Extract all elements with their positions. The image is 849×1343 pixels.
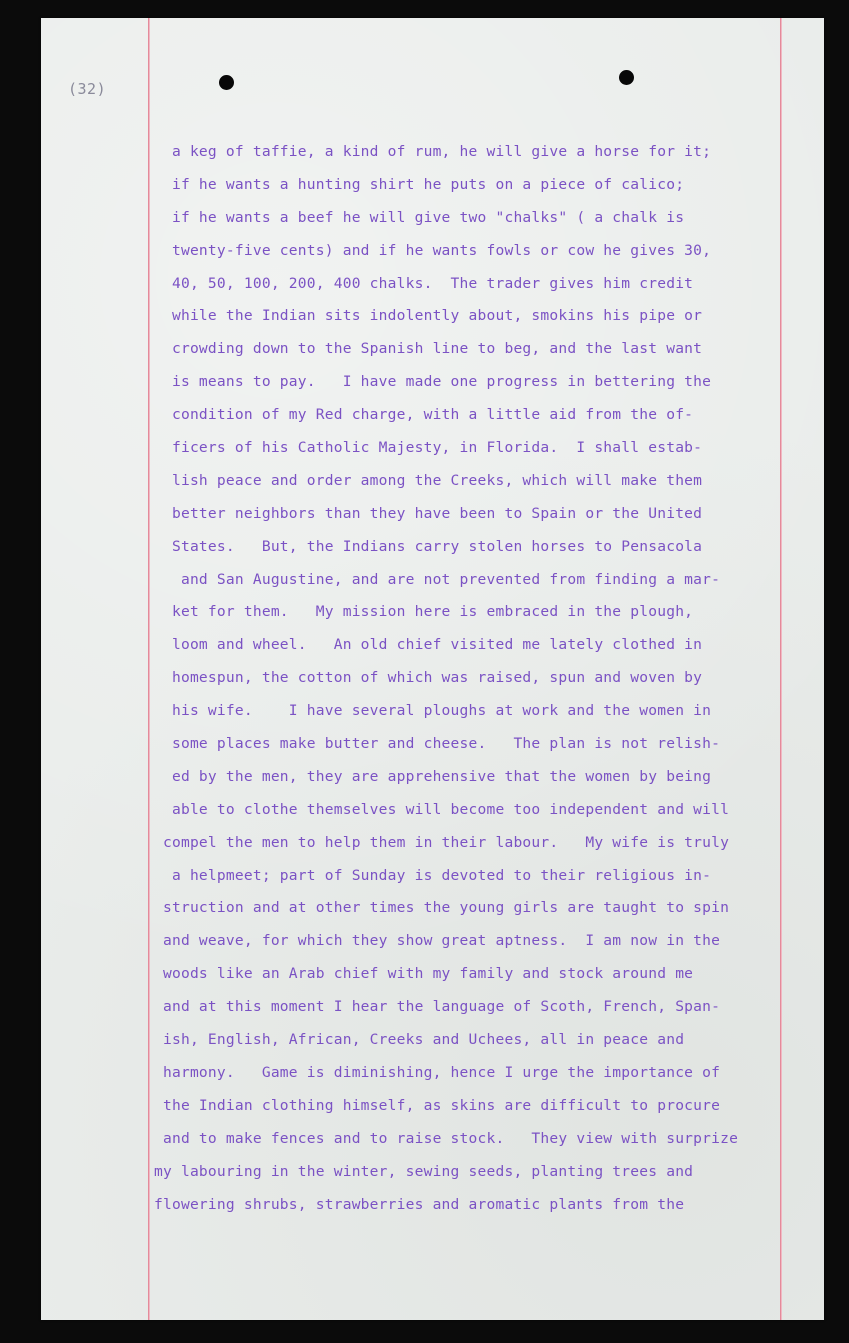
- text-line: lish peace and order among the Creeks, which will make them: [154, 471, 703, 489]
- text-line: the Indian clothing himself, as skins are difficult to procure: [154, 1096, 721, 1114]
- text-line: ficers of his Catholic Majesty, in Florida. I shall estab-: [154, 439, 703, 457]
- text-line: ish, English, African, Creeks and Uchees, all in peace and: [154, 1031, 685, 1049]
- page-number: (32): [68, 80, 107, 98]
- text-line: woods like an Arab chief with my family and stock around me: [154, 965, 694, 983]
- text-line: loom and wheel. An old chief visited me lately clothed in: [154, 636, 703, 654]
- text-line: flowering shrubs, strawberries and aromatic plants from the: [154, 1195, 685, 1213]
- text-line: and to make fences and to raise stock. They view with surprize: [154, 1129, 739, 1147]
- punch-hole-right: [619, 70, 634, 85]
- text-line: better neighbors than they have been to Spain or the United: [154, 504, 703, 522]
- text-line: if he wants a hunting shirt he puts on a piece of calico;: [154, 175, 685, 193]
- text-line: struction and at other times the young girls are taught to spin: [154, 899, 730, 917]
- text-line: States. But, the Indians carry stolen horses to Pensacola: [154, 537, 703, 555]
- text-line: while the Indian sits indolently about, smokins his pipe or: [154, 307, 703, 325]
- text-line: crowding down to the Spanish line to beg, and the last want: [154, 340, 703, 358]
- text-line: if he wants a beef he will give two "chalks" ( a chalk is: [154, 208, 685, 226]
- text-line: his wife. I have several ploughs at work and the women in: [154, 702, 712, 720]
- text-line: is means to pay. I have made one progress in bettering the: [154, 373, 712, 391]
- text-line: and San Augustine, and are not prevented from finding a mar-: [154, 570, 721, 588]
- text-line: 40, 50, 100, 200, 400 chalks. The trader gives him credit: [154, 274, 694, 292]
- text-line: a helpmeet; part of Sunday is devoted to their religious in-: [154, 866, 712, 884]
- text-line: some places make butter and cheese. The plan is not relish-: [154, 735, 721, 753]
- text-line: compel the men to help them in their labour. My wife is truly: [154, 833, 730, 851]
- text-line: able to clothe themselves will become too independent and will: [154, 800, 730, 818]
- text-line: ed by the men, they are apprehensive that the women by being: [154, 767, 712, 785]
- text-line: twenty-five cents) and if he wants fowls or cow he gives 30,: [154, 241, 712, 259]
- typed-body-text: [154, 136, 794, 1221]
- text-line: my labouring in the winter, sewing seeds, planting trees and: [154, 1162, 694, 1180]
- text-line: ket for them. My mission here is embraced in the plough,: [154, 603, 694, 621]
- text-line: and weave, for which they show great aptness. I am now in the: [154, 932, 721, 950]
- text-line: condition of my Red charge, with a little aid from the of-: [154, 406, 694, 424]
- text-line: a keg of taffie, a kind of rum, he will give a horse for it;: [154, 143, 712, 160]
- text-line: harmony. Game is diminishing, hence I urge the importance of: [154, 1063, 721, 1081]
- left-margin-rule: [148, 18, 150, 1320]
- punch-hole-left: [219, 75, 234, 90]
- text-line: and at this moment I hear the language of Scoth, French, Span-: [154, 998, 721, 1016]
- text-line: homespun, the cotton of which was raised, spun and woven by: [154, 669, 703, 687]
